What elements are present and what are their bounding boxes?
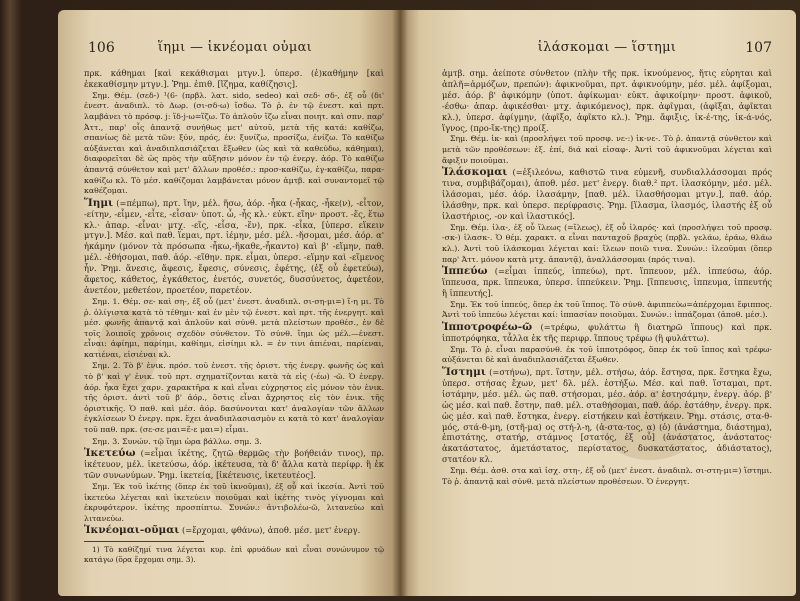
right-page — [400, 10, 796, 596]
left-running-head: ἵημι — ἱκνέομαι οὐμαι — [157, 40, 313, 55]
entry-text: (=ἔρχομαι, φθάνω), ἀποθ. μέσ. μετ' ἐνεργ. — [179, 525, 361, 536]
dictionary-note — [84, 437, 384, 448]
dictionary-note — [442, 300, 772, 321]
dictionary-entry — [84, 448, 384, 481]
entry-headword: Ἱππεύω — [442, 265, 488, 278]
entry-text: Σημ. Θέμ. (σεδ-) ¹(6- (πρβλ. λατ. sido, sedeo) καὶ σεδ- σδ-, ἐξ οὗ (δι' ἐνεστ. ἀναδιπλ. τὸ Δωρ. (σι-σδ-ω) ἵσδω. Τὸ ῥ. ἐν τῷ ἐνεστ. καὶ πρτ. λαμβάνει τὸ πρόσφ. j: ἵδ-j-ω=ἵζω. Τὸ ἁπλοῦν ἵζω εἶναι ποιητ. καὶ σπν. παρ' Ἀττ., παρ' οἷς ἀπαντᾷ συνήθως μετ' αὐτοῦ, μετὰ τῆς κατά: καθίζω, σπανίως δὲ μετὰ τῶν: ξύν, πρός, ἐν: ξυνίζω, προσίζω, ἐνίζω. Τὸ καθίζω αὐξάνεται καὶ ἀναδιπλασιάζεται ἔξωθεν (ὡς καὶ τὰ καθεύδω, κάθημαι), διαφορεῖται δὲ ὡς πρὸς τὴν αὔξησιν μόνον ἐν τῷ ἐνεργ. ἀόρ. Τὸ καθίζω ἀπαντᾷ σύνθετον καὶ μετ' ἄλλων προθέσ.: προσ-καθίζω, ἐγ-καθίζω, παρα-καθίζω κλ. Τὸ μέσ. καθίζομαι λαμβάνεται μόνον ἀμτβ. καὶ συναντομεῖ τῷ καθέζομαι. — [84, 90, 384, 196]
entry-text: Σημ. Θέμ. ἱλα-, ἐξ οὗ ἵλεως (=ἵλεως), ἐξ οὗ ἱλαρός· καὶ (προσλήψει τοῦ προσφ. -σκ-) ἱλασκ-. Ὁ θέμ. χαρακτ. α εἶναι πανταχοῦ βραχύς (πρβλ. γελάω, ἐράω, θλάω κλ.). Ἀντὶ τοῦ ἱλάσκομαι λέγεται καί: ἵλεων ποιῶ τινα. Συνών.: ἱλεοῦμαι (ὅπερ παρ' Ἀττ. μόνον κατὰ μτχ. ἀπαντᾷ), ἀναλλάσσομαι (πρός τινα). — [442, 222, 772, 264]
dictionary-entry — [84, 68, 384, 90]
right-page-header — [442, 40, 772, 60]
dictionary-note — [84, 91, 384, 197]
entry-text: Σημ. 2. Τὸ β' ἐνικ. πρόσ. τοῦ ἐνεστ. τῆς ὁριστ. τῆς ἐνεργ. φωνῆς ὡς καὶ τὸ β' καὶ γ' ἐνικ. τοῦ πρτ. σχηματίζονται κατὰ τὰ εἰς (-έω) -ῶ. Ὁ ἐνεργ. ἀόρ. ἧκα ἔχει χαρν. χαρακτῆρα κ καὶ εἶναι εὐχρηστος εἰς μόνον τὸν ἑνικ. τῆς ὁριστ. ἀντὶ τοῦ β' ἀόρ., ὅστις εἶναι ἄχρηστος εἰς τὸν ἑνικ. τῆς ὁριστικῆς. Ὁ παθ. καὶ μέσ. ἀόρ. δασύνονται κατ' ἀναλογίαν τῶν ἄλλων ἐγκλίσεων Ὁ ἐνεργ. πρκ. ἔχει ἀναδιπλασιασμὸν ει κατὰ τὸ κατ' ἀναλογίαν τοῦ παθ. πρκ. (σε-σε μαι=ἕ-ε μαι=) εἷμαι. — [84, 361, 384, 435]
entry-text: Σημ. 1. Θέμ. σε- καὶ ση-, ἐξ οὗ (μετ' ἐνεστ. ἀναδιπλ. σι-ση-μι=) ἵ-η μι. Τὸ ῥ. ὁλίγιστα κατὰ τὸ τέθημι· καὶ ἐν μὲν τῷ ἐνεστ. καὶ πρτ. τῆς ἐνεργητ. καὶ μέσ. φωνῆς ἀπαντᾷ καὶ ἁπλοῦν καὶ σύνθ. μετὰ πλείστων προθέσ., ἐν δὲ τοῖς λοιποῖς χρόνοις σχεδὸν σύνθετον. Τὸ σύνθ. ἵημι ὡς μέλ.—ἐνεστ. εἶναι: ἀφίημι, παρίημι, καθίημι, εἰσίημι κλ. = ἐν τινι ἀπιέναι, παρίεναι, κατιέναι, εἰσιέναι κλ. — [84, 296, 384, 359]
dictionary-entry — [442, 266, 772, 299]
entry-text: Σημ. Τὸ ῥ. εἶναι παρασύνθ. ἐκ τοῦ ἱπποτρόφος, ὅπερ ἐκ τοῦ ἵππος καὶ τρέφω· αὐξάνεται δὲ καὶ ἀναδιπλασιάζεται ἔξωθεν. — [442, 344, 772, 365]
entry-text: (=τρέφω, φυλάττω ἢ διατηρῶ ἵππους) καὶ πρκ. ἱπποτρόφηκα, τἆλλα ἐκ τῆς περιφρ. ἵππους τρέφω (ἢ φυλάττω). — [442, 322, 772, 343]
entry-headword: Ἱκετεύω — [84, 447, 136, 460]
footnote-rule — [84, 541, 204, 542]
dictionary-note — [442, 134, 772, 166]
dictionary-entry — [442, 167, 772, 222]
entry-text: Σημ. Ἐκ τοῦ ἱππεύς, ὅπερ ἐκ τοῦ ἵππος. Τὸ σύνθ. ἀφιππεύω=ἀπέρχομαι ἔφιππος. Ἀντὶ τοῦ ἱππεύω λέγεται καί: ἱππασίαν ποιοῦμαι. Συνών.: ἱππάζομαι (ἀποθ. μέσ.). — [442, 299, 772, 320]
entry-text: (=εἶμαι ἱππεύς, ἱππεύω), πρτ. ἵππευον, μέλ. ἱππεύσω, ἀόρ. ἵππευσα, πρκ. ἵππευκα, ὑπερσ. ἱππεύκειν. Ῥημ. [ἵππευσις, ἱππευμα, ἱππευτής ἢ ἱππευτής]. — [442, 266, 772, 298]
right-running-head: ἱλάσκομαι — ἵστημι — [537, 40, 677, 55]
left-page-number: 106 — [88, 40, 115, 56]
entry-text: Σημ. Θέμ. ἀσθ. στα καὶ ἰσχ. στη-, ἐξ οὗ (μετ' ἐνεστ. ἀναδιπλ. σι-στη-μι=) ἵστημι. Τὸ ῥ. ἀπαντᾷ καὶ σύνθ. μετὰ πλείστων προθέσεων. Ὁ ἐνεργητ. — [442, 466, 772, 486]
left-page-header — [88, 40, 382, 60]
dictionary-note — [84, 482, 384, 524]
dictionary-entry — [442, 68, 772, 133]
dictionary-note — [442, 466, 772, 487]
entry-headword: Ἵημι — [84, 196, 114, 209]
right-page-text — [442, 68, 772, 488]
entry-headword: Ἱλάσκομαι — [442, 166, 508, 179]
entry-text: Σημ. 3. Συνών. τῷ ἵημι ὡρα βάλλω. σημ. 3. — [92, 436, 262, 446]
dictionary-note — [84, 297, 384, 361]
left-page-text — [84, 68, 384, 565]
dictionary-note — [442, 345, 772, 366]
entry-text: (=ἐξιλεόνω, καθιστῶ τινα εὐμενῆ, συνδιαλλάσσομαι πρός τινα, συμβιβάζομαι), ἀποθ. μέσ. μετ' ἐνεργ. διαθ.² πρτ. ἱλασκόμην, μέσ. μέλ. ἱλάσομαι, μέσ. ἀόρ. ἱλασάμην, [παθ. μέλ. ἱλασθήσομαι μτγν.], παθ. ἀόρ. ἱλάσθην, πρκ. καὶ ὑπερσ. περίφρασις. Ῥημ. [ἵλασμα, ἱλασμός, ἱλαστής ἐξ οὗ ἱλαστήριος, -ον καὶ ἱλαστικός]. — [442, 167, 772, 221]
entry-text: (=στήνω), πρτ. ἵστην, μέλ. στήσω, ἀόρ. ἔστησα, πρκ. ἕστηκα ἔχω, ὑπερσ. στήσας ἔχων, μετ' δλ. μέλ. ἑστήξω. Μέσ. καὶ παθ. ἵσταμαι, πρτ. ἱστάμην, μέσ. μέλ. ὡς παθ. στήσομαι, μέσ. ἀόρ. α' ἐστησάμην, ἐνεργ. ἀόρ. β' ὡς μέσ. καὶ παθ. ἔστην, παθ. μέλ. σταθήσομαι, παθ. ἀόρ. ἐστάθην, ἐνεργ. πρκ. ὡς μέσ. καὶ παθ. ἕστηκα, ἐνεργ. εἱστήκειν καὶ ἑστήκειν. Ῥημ. στάσις, στα-θ-μός, στά-θ-μη, (στῆ-μα) ος στή-λ-η, (ἀ-στα-τος, α) (ὁ) (ἀνάστημα, διάστημα), ἐπιστάτης, στατήρ, στάμνος [στατός, ἐξ οὗ] (ἀνάστατος, ἀνάστατος· ἀκατάστατος, ἀμετάστατος, περίστατος, δυσκατάστατος, ἀδιάστατος), στατέον κλ. — [442, 367, 772, 465]
dictionary-entry — [442, 322, 772, 344]
entry-headword: Ἱκνέομαι-οῦμαι — [84, 524, 180, 537]
entry-text: Σημ. Ἐκ τοῦ ἱκέτης (ὅπερ ἐκ τοῦ ἱκνοῦμαι), ἐξ οὗ καὶ ἱκεσία. Ἀντὶ τοῦ ἱκετεύω λέγεται καὶ ἱκετεύειν ποιοῦμαι καὶ ἱκέτης τινὸς γίγνομαι καὶ ἐκρυφότερον. ἱκέτης προσπίπτω. Συνών.: ἀντιβολέω-ῶ, λιτανεύω καὶ λιτανεύω. — [84, 481, 384, 523]
entry-text: (=πέμπω), πρτ. ἵην, μέλ. ἥσω, ἀόρ. -ἧκα (-ἧκας, -ἧκε(ν), -εἶτον, -είτην, -εἷμεν, -εἷτε, -εἷσαν· ὑποτ. ὦ, -ἧς κλ.· εὐκτ. εἵην· προστ. -ἕς, ἕτω κλ.· ἀπαρ. -εἶναι· μτχ. -εἵς, -εἷσα, -ἕν), πρκ. -εἷκα, [ὑπερσ. εἵκειν μτγν.]. Μέσ. καὶ παθ. ἵεμαι, πρτ. ἱέμην, μέσ. μέλ. -ἥσομαι, μέσ. ἀόρ. α' ἡκάμην (μόνον τὰ πρόσωπα -ἧκω,-ἥκαθε,-ἧκαντο) καὶ β' -εἵμην, παθ. μέλ. -ἑθήσομαι, παθ. ἀόρ. -εἵθην. πρκ. εἷμαι, ὑπερσ. -εἵμην καὶ -εἵμενος ἦν. Ῥημ. ἄνεσις, ἄφεσις, ἔφεσις, σύνεσις, ἐφέτης, (ἐξ οὗ ἐφετεύω), ἄφετος, κάθετος, ἐγκάθετος, ἐνετός, συνετός, δυσσύνετος, ἀφετέον, ἀνετέον, μεθετέον, προετέον, παρετέον. — [84, 197, 384, 295]
right-page-number: 107 — [745, 40, 772, 56]
entry-headword: Ἱπποτροφέω-ῶ — [442, 321, 533, 334]
dictionary-note — [84, 361, 384, 435]
entry-text: ἀμτβ. σημ. ἀείποτε σύνθετον (πλὴν τῆς πρκ. ἱκνούμενος, ἥτις εὑρηται καὶ ἁπλῆ=ἁρμόζων, πρεπών): ἀφικνοῦμαι, πρτ. ἀφικνούμην, μέσ. μέλ. ἀφίξομαι, μέσ. ἀόρ. β' ἀφικόμην (ὑποτ. ἀφίκωμαι· εὐκτ. ἀφικοίμην· προστ. ἀφικοῦ, -έσθω· ἀπαρ. ἀφικέσθαι· μτχ. ἀφικόμενος), πρκ. ἀφῖγμαι, (ἀφῖξαι, ἀφῖκται κλ.), ὑπερσ. ἀφίγμην, (ἀφῖξο, ἀφῖκτο κλ.). Ῥημ. ἄφιξις, ἱκ-έ-της, ἱκ-ά-νός, ἵγνος, (προ-ἵκ-της) προίξ. — [442, 68, 772, 133]
dictionary-note — [442, 223, 772, 265]
entry-text: πρκ. κάθημαι [καὶ κεκάθισμαι μτγν.]. ὑπερσ. (ἐ)καθήμην [καὶ ἐκεκαθίσμην μτγν.]. Ῥημ. ἐπιθ. [ἵζημα, καθίζησις]. — [84, 68, 384, 89]
entry-text: Σημ. Θέμ. ἱκ- καὶ (προσλήψει τοῦ προσφ. νε-:) ἱκ-νε-. Τὸ ῥ. ἀπαντᾷ σύνθετον καὶ μετὰ τῶν προθέσεων: ἐξ. ἐπί, διά καὶ εἰσαφ-. Ἀντὶ τοῦ ἀφικνοῦμαι λέγεται καὶ ἄφιξιν ποιοῦμαι. — [442, 134, 772, 165]
footnote: 1) Τὸ καθίζημί τινα λέγεται κυρ. ἐπὶ φρυάδων καὶ εἶναι συνώνυμον τῷ κατάγω (ὅρα ἔρχομαι σημ. 3). — [84, 545, 384, 564]
dictionary-entry — [84, 525, 384, 536]
left-page — [58, 10, 400, 596]
dictionary-entry — [442, 367, 772, 465]
dictionary-entry — [84, 198, 384, 296]
entry-headword: Ἵστημι — [442, 366, 486, 379]
entry-text: (=εἶμαι ἱκέτης, ζητῶ θερμῶς τὴν βοήθειάν τινος), πρ. ἱκέτευον, μέλ. ἱκετεύσω, ἀόρ. ἱκέτευσα, τὰ δ' ἄλλα κατὰ περίφρ. ἢ ἐκ τῶν συνωνύμων. Ῥημ. ἱκετεία, [ἱκέτευσις, ἱκετευτέος]. — [84, 448, 384, 481]
